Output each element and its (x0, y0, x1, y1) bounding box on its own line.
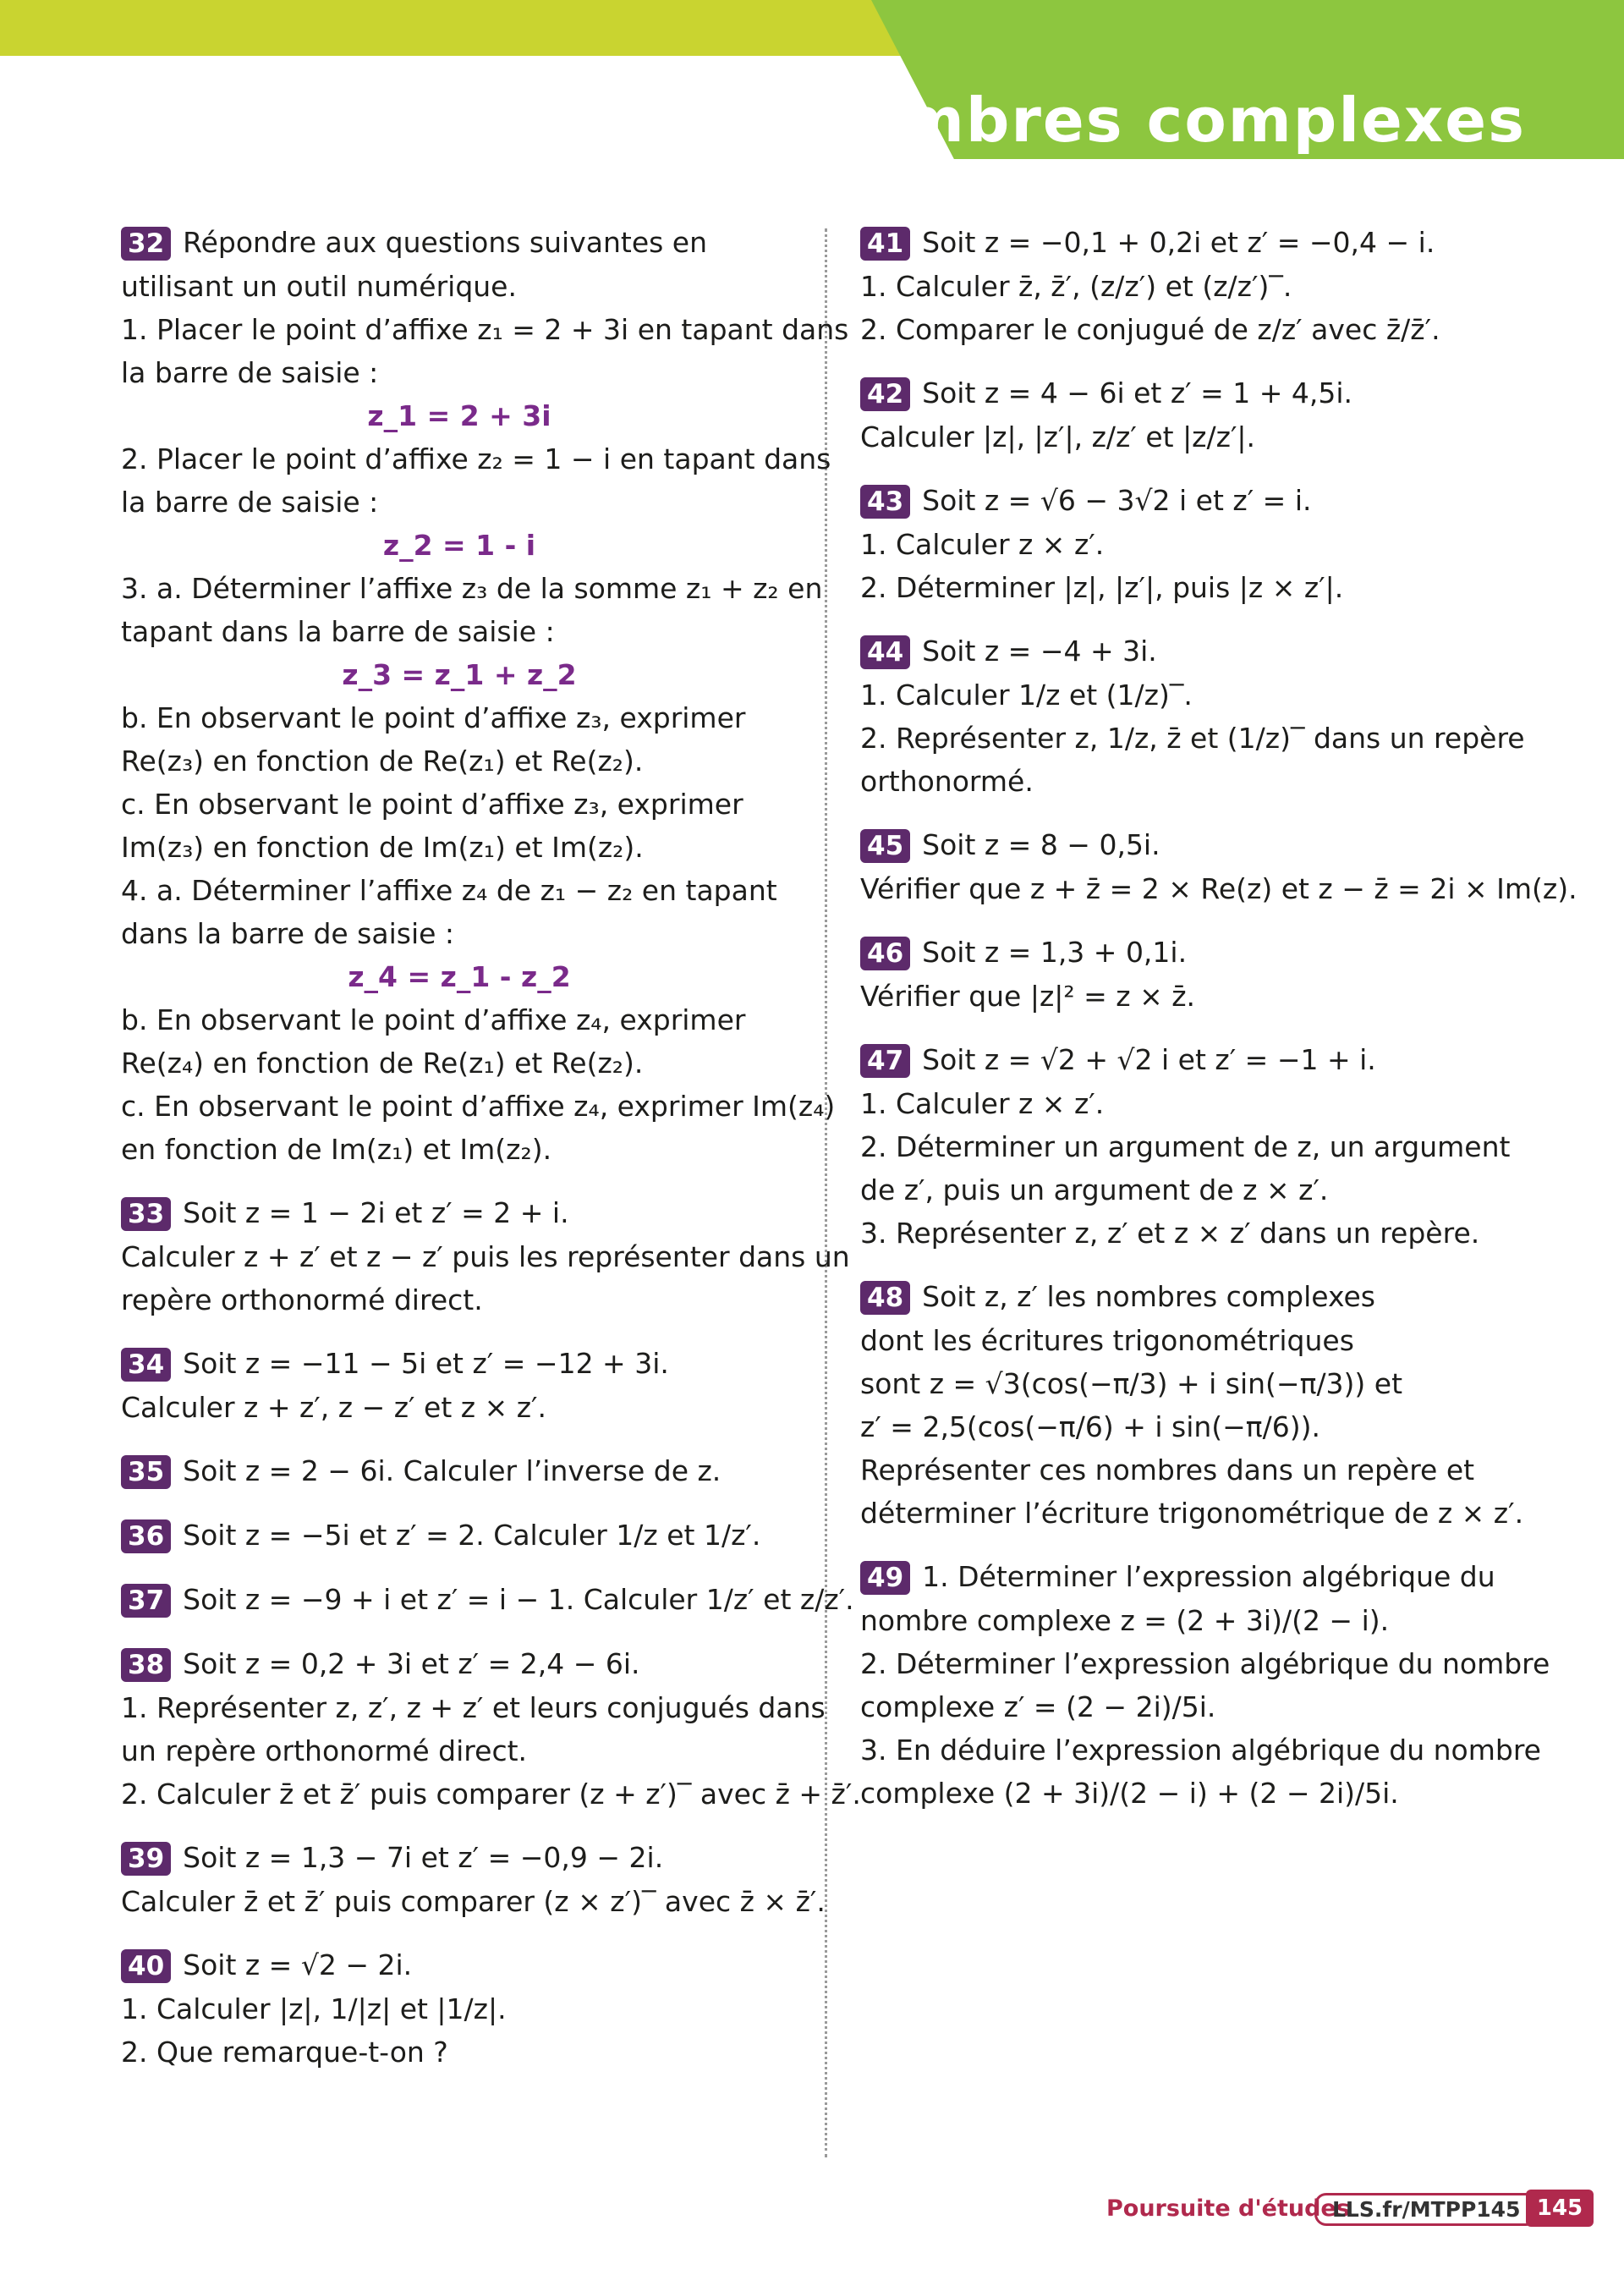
left-column (121, 225, 861, 2098)
exercise-number: 45 (860, 829, 910, 863)
exercise-48: 48 Soit z, z′ les nombres complexes dont les écritures trigonométriques sont z = √3(cos(−π/3) + i sin(−π/3)) et z′ = 2,5(cos(−π/6) + i sin(−π/6)). Représenter ces nombres dans un repère et déterminer l’écriture trigonométrique de z × z′. (860, 1280, 1524, 1530)
input-code: z_3 = z_1 + z_2 (342, 658, 577, 691)
exercise-number: 46 (860, 937, 910, 970)
exercise-number: 36 (121, 1519, 171, 1553)
exercise-number: 38 (121, 1648, 171, 1682)
exercise-36: 36 Soit z = −5i et z′ = 2. Calculer 1/z et 1/z′. (121, 1518, 798, 1553)
exercise-32: 32 Répondre aux questions suivantes en utilisant un outil numérique. 1. Placer le point d’affixe z₁ = 2 + 3i en tapant dans la barre de saisie : z_1 = 2 + 3i 2. Placer le point d’affixe z₂ = 1 − i en tapant dans la barre de saisie : z_2 = 1 - i 3. a. Déterminer l’affixe z₃ de la somme z₁ + z₂ en tapant dans la barre de saisie : z_3 = z_1 + z_2 b. En observant le point d’affixe z₃, exprimer Re(z₃) en fonction de Re(z₁) et Re(z₂). c. En observant le point d’affixe z₃, exprimer Im(z₃) en fonction de Im(z₁) et Im(z₂). 4. a. Déterminer l’affixe z₄ de z₁ − z₂ en tapant dans la barre de saisie : z_4 = z_1 - z_2 b. En observant le point d’affixe z₄, exprimer Re(z₄) en fonction de Re(z₁) et Re(z₂). c. En observant le point d’affixe z₄, exprimer Im(z₄) en fonction de Im(z₁) et Im(z₂). (121, 226, 849, 1166)
column-separator (825, 228, 827, 2157)
exercise-number: 41 (860, 227, 910, 261)
exercise-39: 39 Soit z = 1,3 − 7i et z′ = −0,9 − 2i. Calculer z̄ et z̄′ puis comparer (z × z′)‾ avec z̄ × z̄′. (121, 1841, 826, 1918)
exercise-46: 46 Soit z = 1,3 + 0,1i. Vérifier que |z|² = z × z̄. (860, 936, 1196, 1013)
exercise-37: 37 Soit z = −9 + i et z′ = i − 1. Calculer 1/z′ et z/z′. (121, 1582, 798, 1618)
page-number: 145 (1526, 2190, 1594, 2227)
exercise-number: 37 (121, 1584, 171, 1618)
exercise-43: 43 Soit z = √6 − 3√2 i et z′ = i. 1. Calculer z × z′. 2. Déterminer |z|, |z′|, puis |z × z′|. (860, 484, 1344, 604)
exercise-49: 49 1. Déterminer l’expression algébrique du nombre complexe z = (2 + 3i)/(2 − i). 2. Déterminer l’expression algébrique du nombre complexe z′ = (2 − 2i)/5i. 3. En déduire l’expression algébrique du nombre complexe (2 + 3i)/(2 − i) + (2 − 2i)/5i. (860, 1560, 1550, 1810)
exercise-number: 33 (121, 1197, 171, 1231)
exercise-number: 48 (860, 1281, 910, 1315)
exercise-34: 34 Soit z = −11 − 5i et z′ = −12 + 3i. Calculer z + z′, z − z′ et z × z′. (121, 1347, 669, 1424)
exercise-number: 34 (121, 1348, 171, 1382)
exercise-33: 33 Soit z = 1 − 2i et z′ = 2 + i. Calculer z + z′ et z − z′ puis les représenter dans un repère orthonormé direct. (121, 1196, 850, 1316)
exercise-44: 44 Soit z = −4 + 3i. 1. Calculer 1/z et (1/z)‾. 2. Représenter z, 1/z, z̄ et (1/z)‾ dans un repère orthonormé. (860, 635, 1525, 798)
input-code: z_4 = z_1 - z_2 (348, 960, 571, 993)
exercise-number: 47 (860, 1044, 910, 1078)
exercise-35: 35 Soit z = 2 − 6i. Calculer l’inverse de z. (121, 1453, 798, 1489)
exercise-47: 47 Soit z = √2 + √2 i et z′ = −1 + i. 1. Calculer z × z′. 2. Déterminer un argument de z, un argument de z′, puis un argument de z × z′. 3. Représenter z, z′ et z × z′ dans un repère. (860, 1043, 1511, 1250)
right-column (860, 225, 1577, 1839)
exercise-40: 40 Soit z = √2 − 2i. 1. Calculer |z|, 1/|z| et |1/z|. 2. Que remarque-t-on ? (121, 1948, 507, 2069)
exercise-number: 42 (860, 377, 910, 411)
exercise-38: 38 Soit z = 0,2 + 3i et z′ = 2,4 − 6i. 1. Représenter z, z′, z + z′ et leurs conjugués dans un repère orthonormé direct. 2. Calculer z̄ et z̄′ puis comparer (z + z′)‾ avec z̄ + z̄′. (121, 1647, 861, 1811)
input-code: z_2 = 1 - i (382, 529, 536, 562)
exercise-number: 49 (860, 1561, 910, 1595)
exercise-number: 43 (860, 485, 910, 519)
exercise-45: 45 Soit z = 8 − 0,5i. Vérifier que z + z̄ = 2 × Re(z) et z − z̄ = 2i × Im(z). (860, 828, 1577, 905)
footer-link[interactable]: LLS.fr/MTPP145 (1314, 2193, 1538, 2226)
input-code: z_1 = 2 + 3i (367, 399, 551, 432)
exercise-number: 32 (121, 227, 171, 261)
exercise-number: 39 (121, 1842, 171, 1876)
exercise-41: 41 Soit z = −0,1 + 0,2i et z′ = −0,4 − i. 1. Calculer z̄, z̄′, (z/z′) et (z/z′)‾. 2. Comparer le conjugué de z/z′ avec z̄/z̄′. (860, 226, 1440, 346)
exercise-number: 35 (121, 1455, 171, 1489)
chapter-title: Nombres complexes (804, 85, 1526, 156)
footer-label: Poursuite d'études (1106, 2195, 1350, 2222)
exercise-42: 42 Soit z = 4 − 6i et z′ = 1 + 4,5i. Calculer |z|, |z′|, z/z′ et |z/z′|. (860, 376, 1353, 453)
exercise-number: 44 (860, 635, 910, 669)
exercise-number: 40 (121, 1949, 171, 1983)
